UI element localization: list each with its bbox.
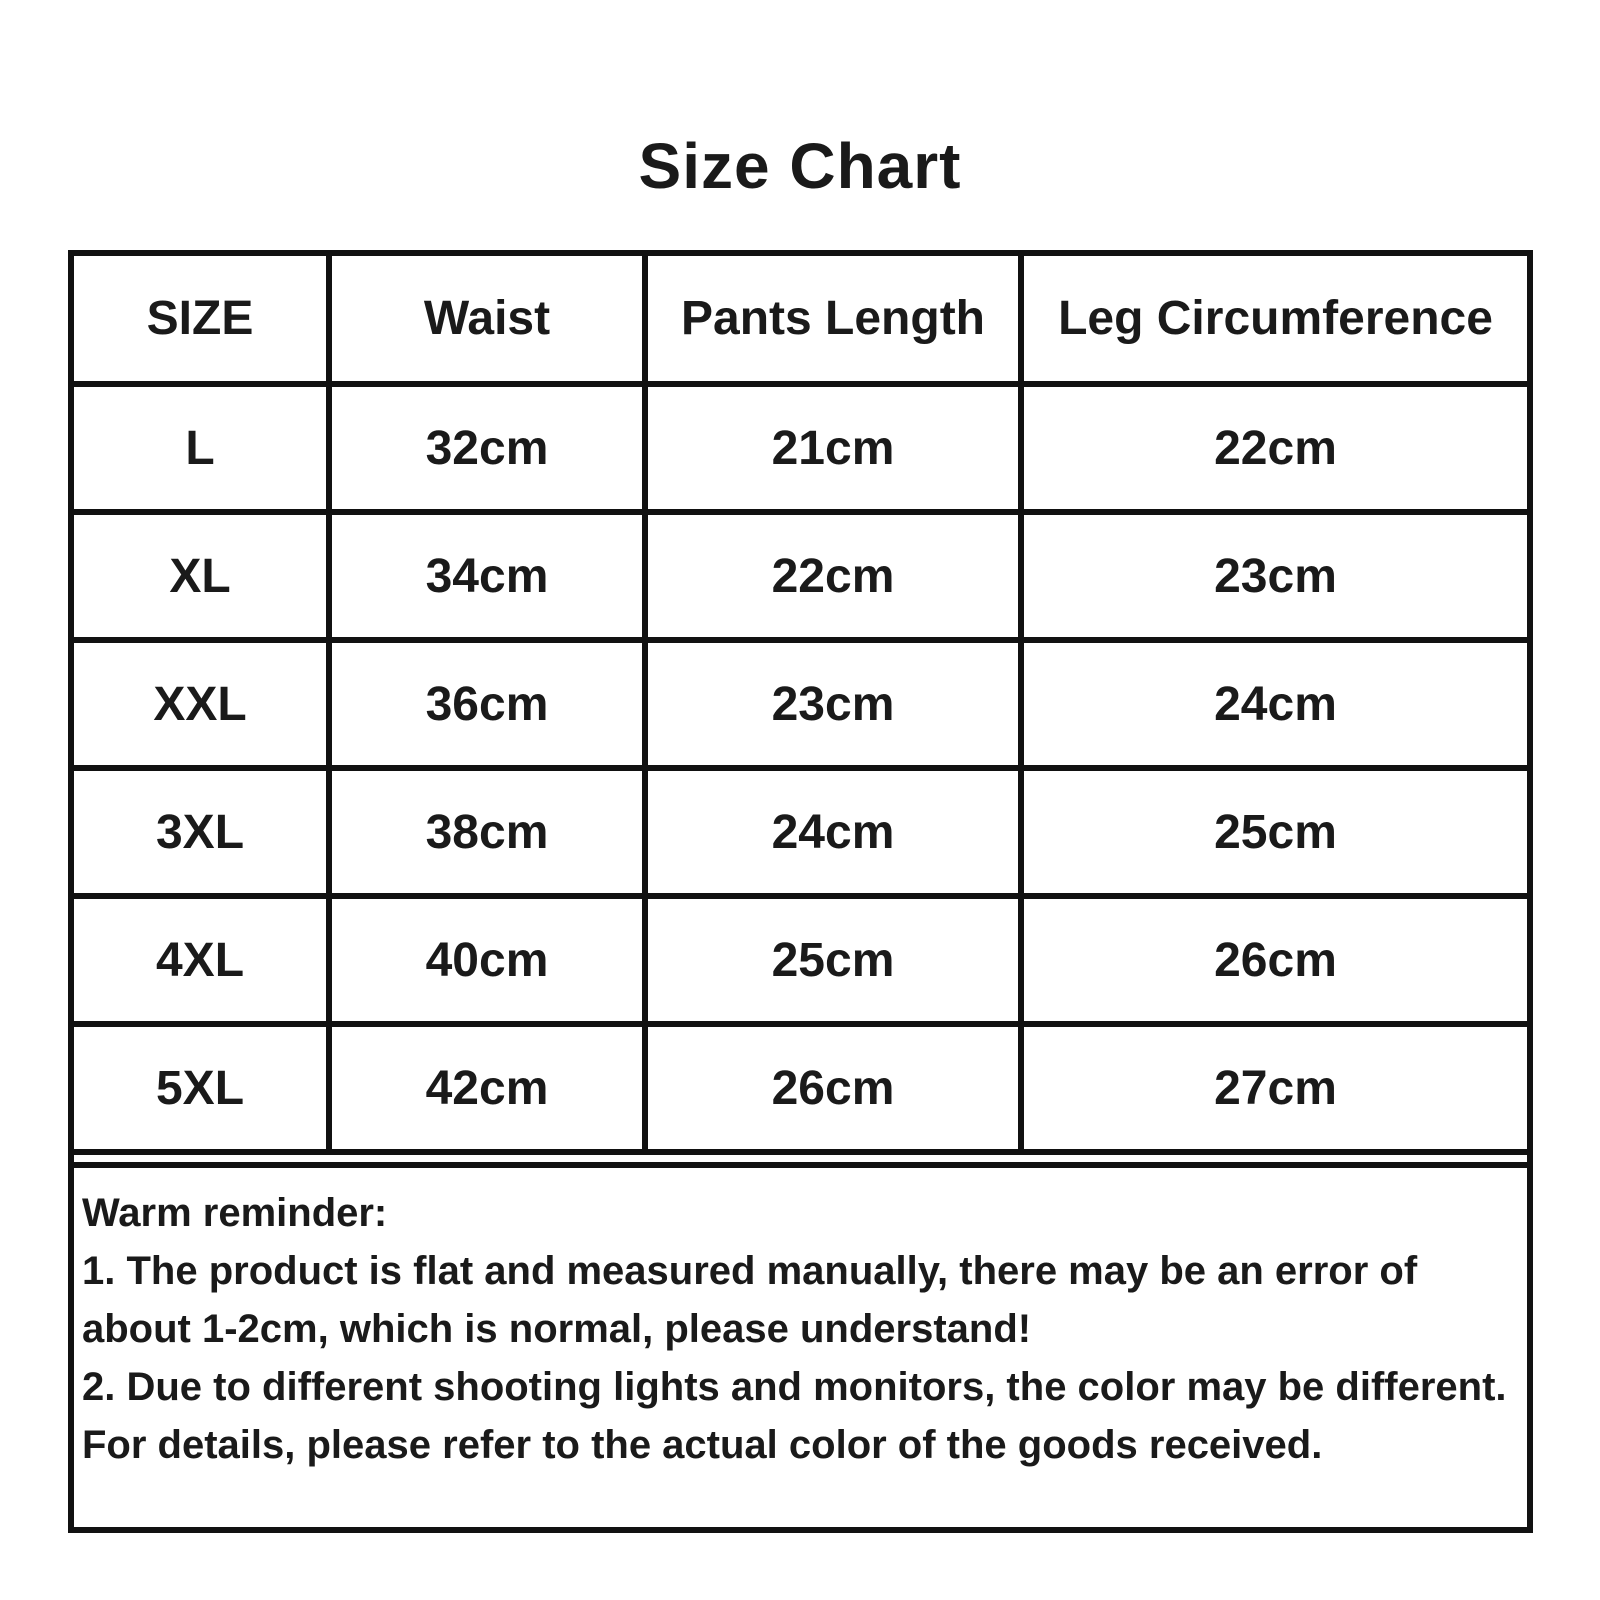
size-table [74,256,1527,1155]
cell-waist: 42cm [329,1024,645,1152]
reminder-note: 1. The product is flat and measured manually, there may be an error of about 1-2cm, which is normal, please understand! [82,1249,1418,1351]
header-waist: Waist [329,256,645,384]
cell-waist: 36cm [329,640,645,768]
cell-size: 4XL [74,896,329,1024]
table-header-row [74,256,1527,384]
cell-size: XL [74,512,329,640]
cell-size: 3XL [74,768,329,896]
cell-pants-length: 23cm [645,640,1021,768]
cell-leg-circumference: 27cm [1021,1024,1527,1152]
cell-waist: 38cm [329,768,645,896]
cell-leg-circumference: 23cm [1021,512,1527,640]
cell-waist: 40cm [329,896,645,1024]
size-chart-frame [68,250,1533,1533]
cell-pants-length: 24cm [645,768,1021,896]
cell-leg-circumference: 22cm [1021,384,1527,512]
warm-reminder [74,1162,1527,1527]
cell-pants-length: 26cm [645,1024,1021,1152]
header-leg-circumference: Leg Circumference [1021,256,1527,384]
cell-waist: 34cm [329,512,645,640]
cell-pants-length: 25cm [645,896,1021,1024]
table-row [74,640,1527,768]
table-row [74,512,1527,640]
cell-size: XXL [74,640,329,768]
cell-leg-circumference: 26cm [1021,896,1527,1024]
header-pants-length: Pants Length [645,256,1021,384]
cell-size: 5XL [74,1024,329,1152]
table-row [74,896,1527,1024]
table-row [74,1024,1527,1152]
cell-size: L [74,384,329,512]
table-row [74,768,1527,896]
table-row [74,384,1527,512]
cell-leg-circumference: 24cm [1021,640,1527,768]
cell-leg-circumference: 25cm [1021,768,1527,896]
cell-waist: 32cm [329,384,645,512]
page-title: Size Chart [638,130,962,202]
header-size: SIZE [74,256,329,384]
reminder-note: 2. Due to different shooting lights and monitors, the color may be different. For details, please refer to the actual color of the goods received. [82,1365,1507,1467]
cell-pants-length: 21cm [645,384,1021,512]
cell-pants-length: 22cm [645,512,1021,640]
reminder-heading: Warm reminder: [82,1191,388,1235]
